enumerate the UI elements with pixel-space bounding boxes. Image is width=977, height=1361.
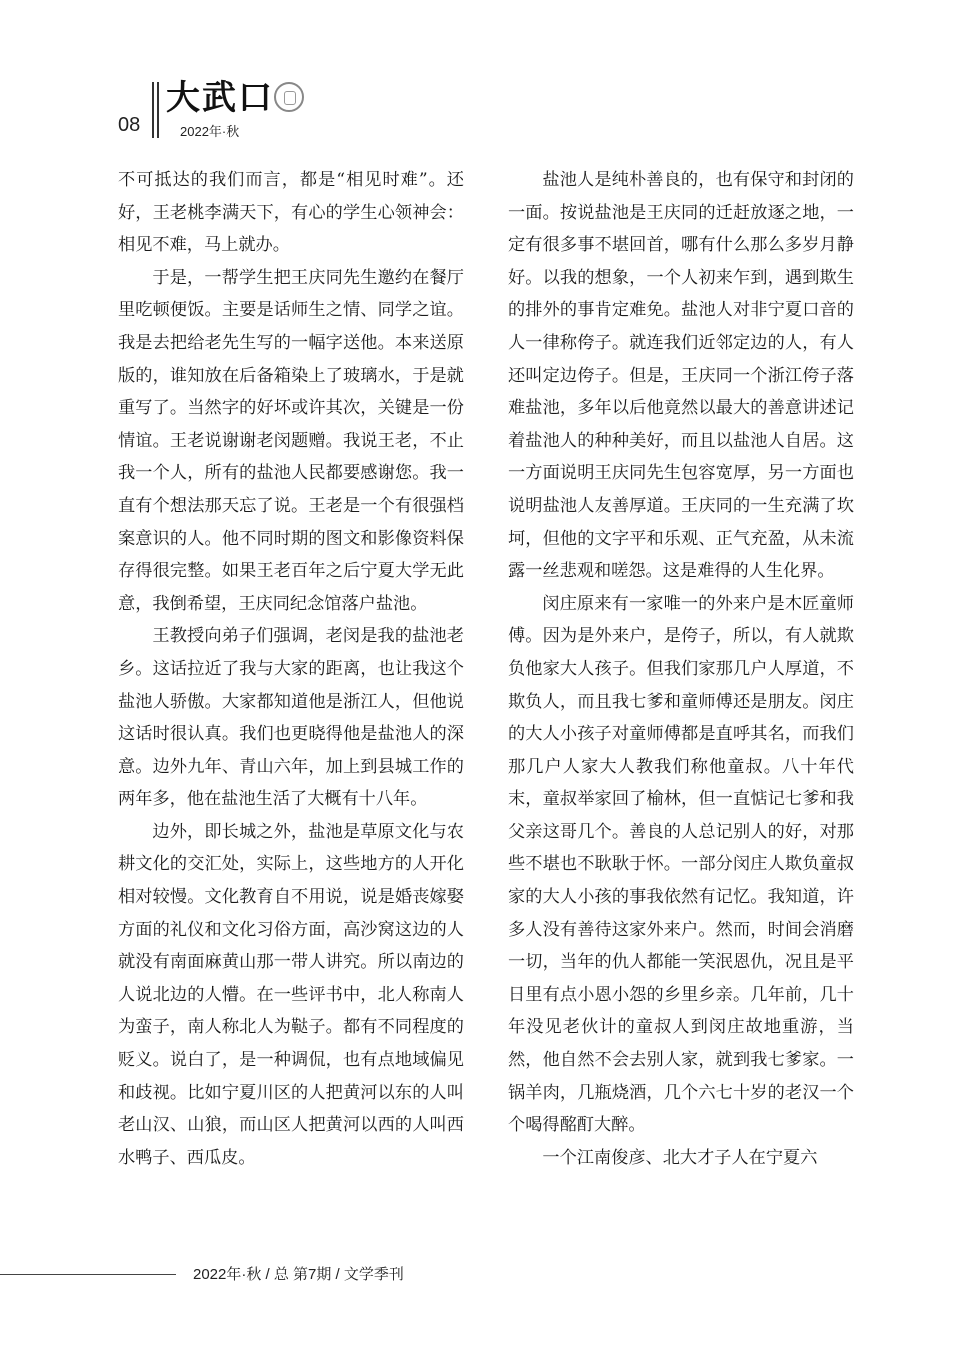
magazine-logo: 大武口 xyxy=(166,78,274,118)
header-rule-right xyxy=(157,82,159,138)
paragraph: 边外，即长城之外，盐池是草原文化与农耕文化的交汇处，实际上，这些地方的人开化相对较慢。文化教育自不用说，说是婚丧嫁娶方面的礼仪和文化习俗方面，高沙窝这边的人就没有南面麻黄山那一带人讲究。所以南边的人说北边的人懵。在一些评书中，北人称南人为蛮子，南人称北人为鞑子。都有不同程度的贬义。说白了，是一种调侃，也有点地域偏见和歧视。比如宁夏川区的人把黄河以东的人叫老山汉、山狼，而山区人把黄河以西的人叫西水鸭子、西瓜皮。 xyxy=(118,821,464,1168)
paragraph: 闵庄原来有一家唯一的外来户是木匠童师傅。因为是外来户，是侉子，所以，有人就欺负他家大人孩子。但我们家那几户人厚道，不欺负人，而且我七爹和童师傅还是朋友。闵庄的大人小孩子对童师傅都是直呼其名，而我们那几户人家大人教我们称他童叔。八十年代末，童叔举家回了榆林，但一直惦记七爹和我父亲这哥几个。善良的人总记别人的好，对那些不堪也不耿耿于怀。一部分闵庄人欺负童叔家的大人小孩的事我依然有记忆。我知道，许多人没有善待这家外来户。然而，时间会消磨一切，当年的仇人都能一笑泯恩仇，况且是平日里有点小恩小怨的乡里乡亲。几年前，几十年没见老伙计的童叔人到闵庄故地重游，当然，他自然不会去别人家，就到我七爹家。一锅羊肉，几瓶烧酒，几个六七十岁的老汉一个个喝得酩酊大醉。 xyxy=(508,593,854,1136)
right-column xyxy=(508,164,854,1174)
paragraph: 一个江南俊彦、北大才子人在宁夏六 xyxy=(542,1147,818,1168)
header-rule-left xyxy=(152,82,154,138)
issue-label: 2022年·秋 xyxy=(180,124,240,139)
seal-icon xyxy=(274,82,304,112)
paragraph: 不可抵达的我们而言，都是“相见时难”。还好，王老桃李满天下，有心的学生心领神会：相见不难，马上就办。 xyxy=(118,170,464,256)
footer-text: 2022年·秋 / 总 第7期 / 文学季刊 xyxy=(193,1266,404,1283)
footer-rule xyxy=(0,1274,176,1275)
page-number: 08 xyxy=(118,114,141,136)
paragraph: 王教授向弟子们强调，老闵是我的盐池老乡。这话拉近了我与大家的距离，也让我这个盐池人骄傲。大家都知道他是浙江人，但他说这话时很认真。我们也更晓得他是盐池人的深意。边外九年、青山六年，加上到县城工作的两年多，他在盐池生活了大概有十八年。 xyxy=(118,626,464,810)
page-header xyxy=(118,78,418,138)
paragraph: 于是，一帮学生把王庆同先生邀约在餐厅里吃顿便饭。主要是话师生之情、同学之谊。我是去把给老先生写的一幅字送他。本来送原版的，谁知放在后备箱染上了玻璃水，于是就重写了。当然字的好坏或许其次，关键是一份情谊。王老说谢谢老闵题赠。我说王老，不止我一个人，所有的盐池人民都要感谢您。我一直有个想法那天忘了说。王老是一个有很强档案意识的人。他不同时期的图文和影像资料保存得很完整。如果王老百年之后宁夏大学无此意，我倒希望，王庆同纪念馆落户盐池。 xyxy=(118,267,464,614)
left-column xyxy=(118,164,464,1174)
paragraph: 盐池人是纯朴善良的，也有保守和封闭的一面。按说盐池是王庆同的迁赶放逐之地，一定有很多事不堪回首，哪有什么那么多岁月静好。以我的想象，一个人初来乍到，遇到欺生的排外的事肯定难免。盐池人对非宁夏口音的人一律称侉子。就连我们近邻定边的人，有人还叫定边侉子。但是，王庆同一个浙江侉子落难盐池，多年以后他竟然以最大的善意讲述记着盐池人的种种美好，而且以盐池人自居。这一方面说明王庆同先生包容宽厚，另一方面也说明盐池人友善厚道。王庆同的一生充满了坎坷，但他的文字平和乐观、正气充盈，从未流露一丝悲观和嗟怨。这是难得的人生化界。 xyxy=(508,170,854,582)
